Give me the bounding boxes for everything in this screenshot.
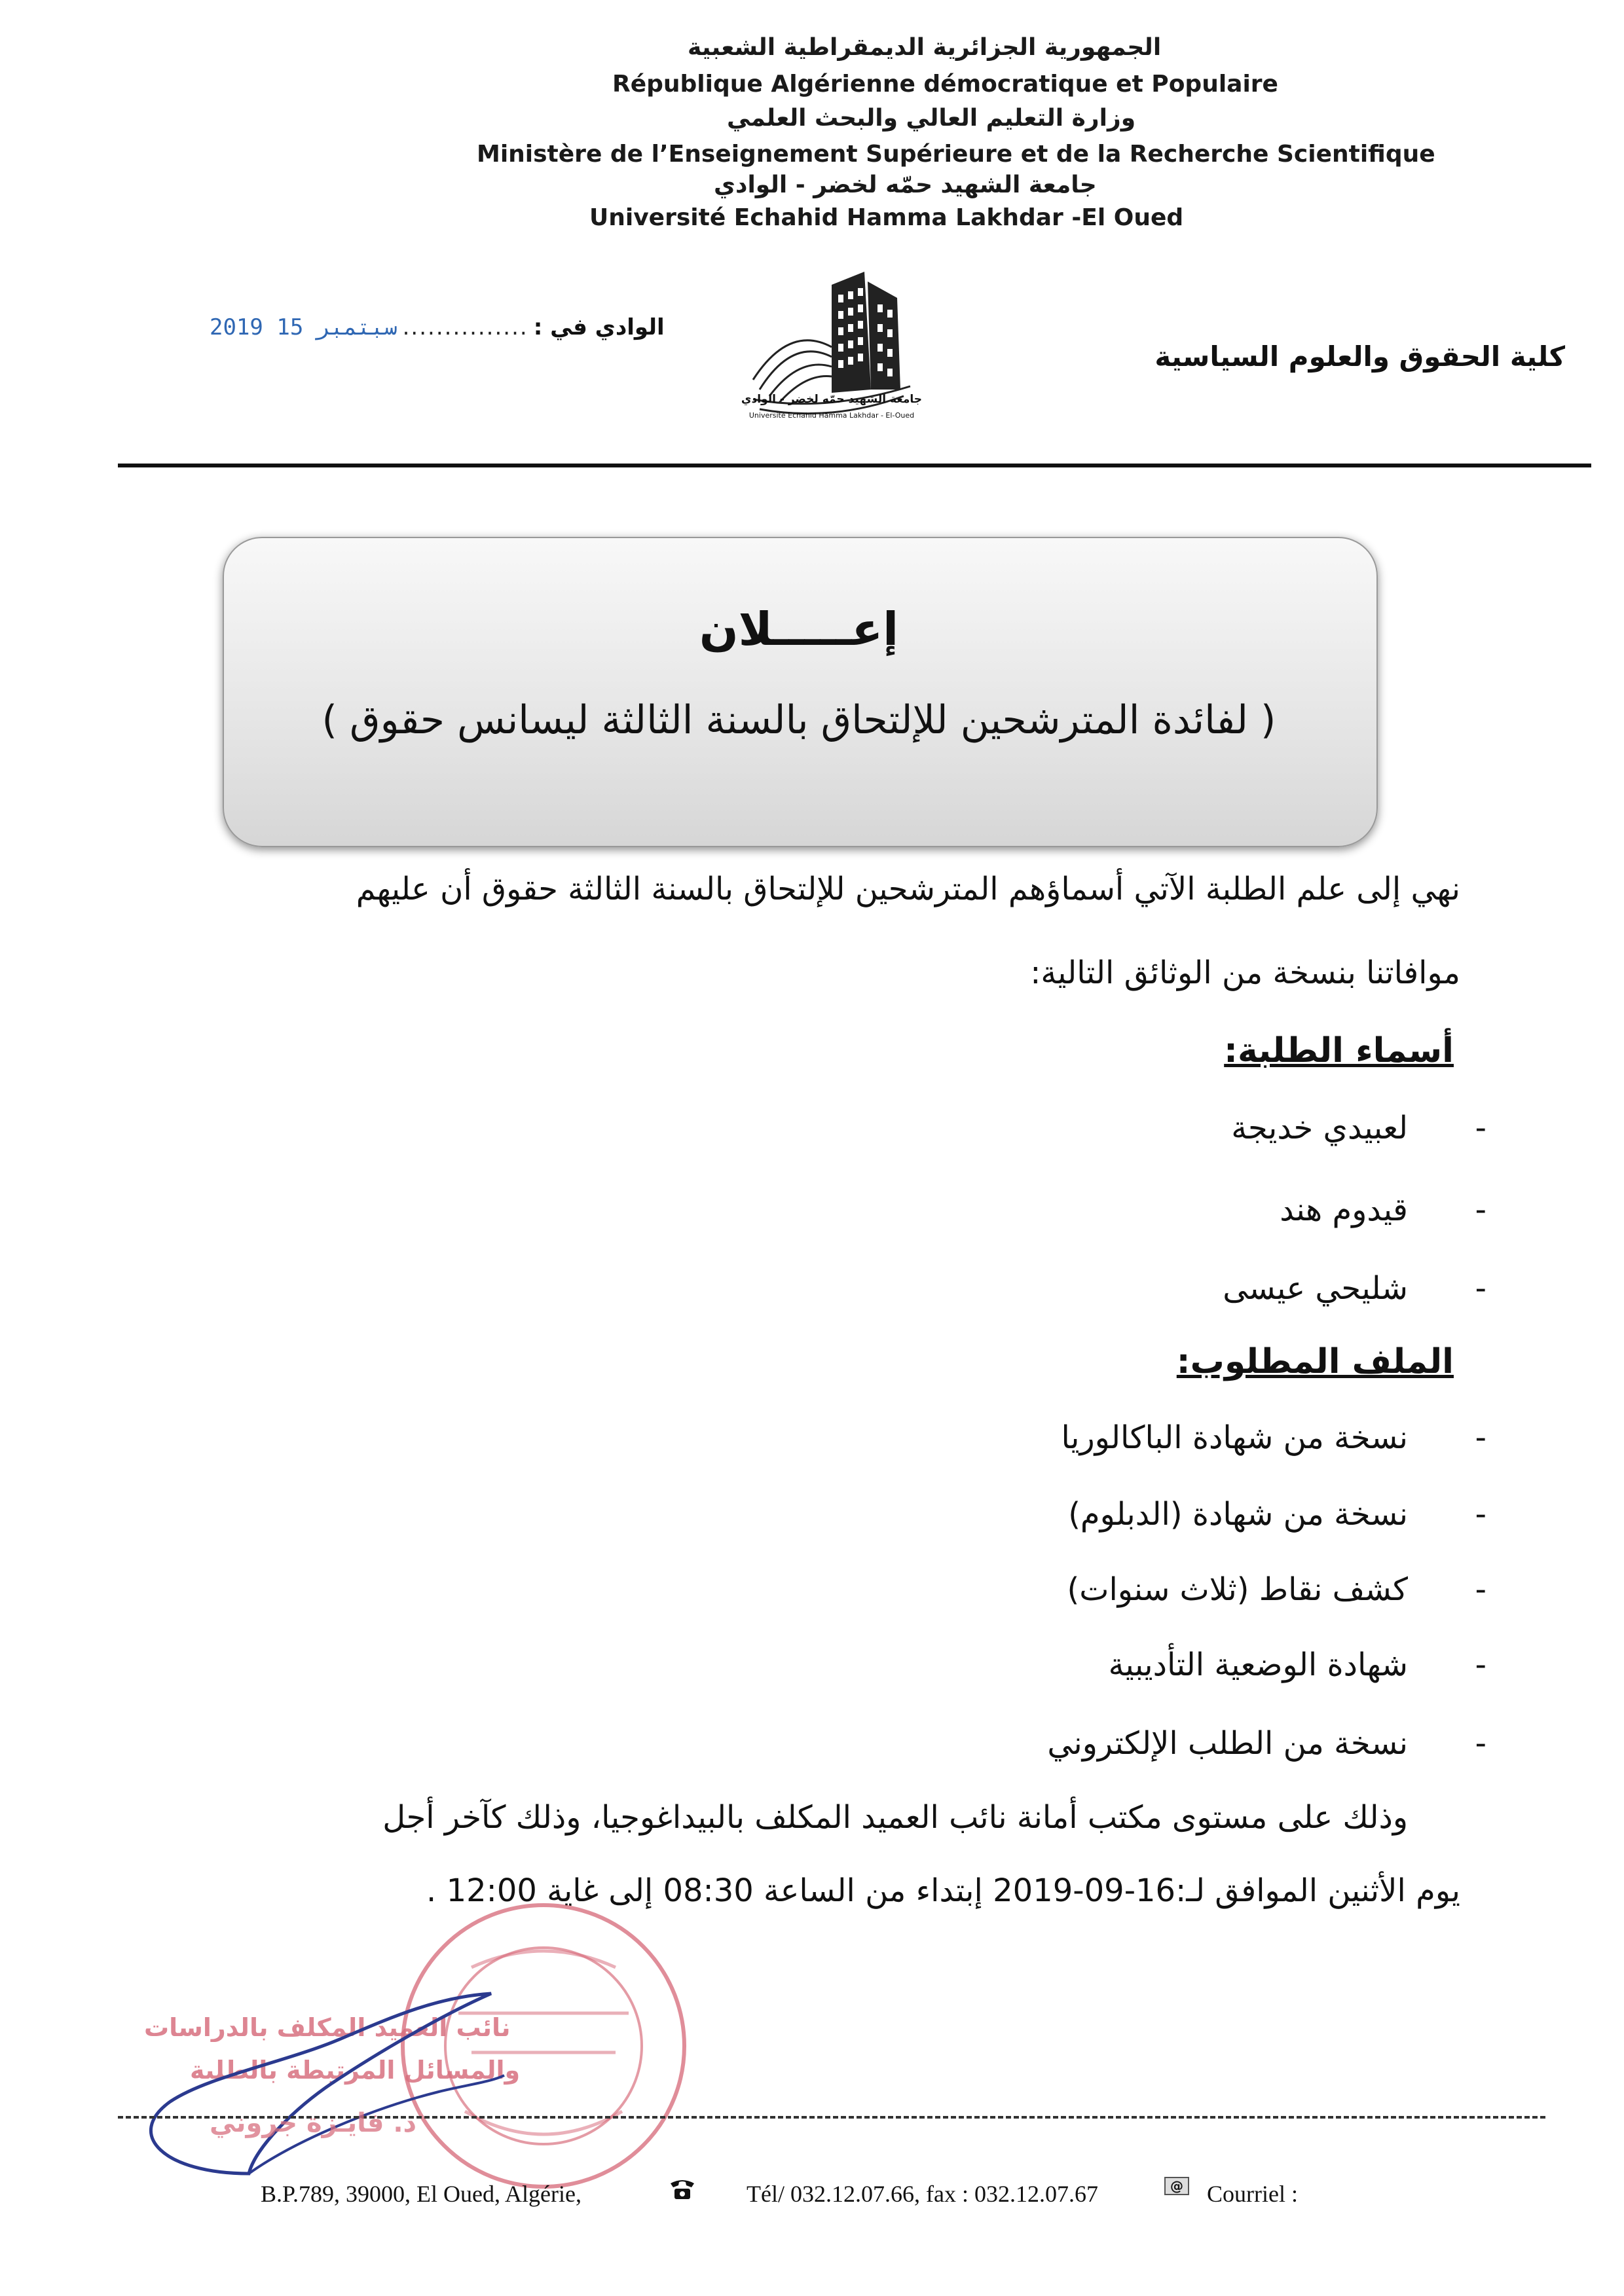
document-item: - نسخة من شهادة (الدبلوم) [1068,1496,1408,1533]
students-title: أسماء الطلبة: [1224,1031,1454,1070]
announcement-box [223,537,1378,847]
university-logo [733,259,930,435]
student-item: - لعبيدي خديجة [1231,1110,1408,1146]
faculty-name: كلية الحقوق والعلوم السياسية [1154,340,1565,373]
letterhead-ministry-fr: Ministère de l’Enseignement Supérieure et de la Recherche Scientifique [477,141,1435,168]
announcement-subtitle: ( لفائدة المترشحين للإلتحاق بالسنة الثالثة ليسانس حقوق ) [322,697,1276,743]
footer-email-label: Courriel : [1207,2181,1298,2207]
handwritten-signature [98,1977,622,2187]
signature-title-line-2: والمسائل المرتبطة بالطلبة [190,2056,521,2085]
date-label: الوادي في : [533,314,665,340]
letterhead-ministry-ar: وزارة التعليم العالي والبحث العلمي [727,105,1136,132]
document-item: - نسخة من شهادة الباكالوريا [1061,1419,1408,1456]
intro-line-1: نهي إلى علم الطلبة الآتي أسماؤهم المترشحين للإلتحاق بالسنة الثالثة حقوق أن عليهم [356,871,1460,907]
student-item: - شليحي عيسى [1223,1270,1408,1307]
document-item: - كشف نقاط (ثلاث سنوات) [1067,1571,1408,1608]
date-stamp: 2019 سبتمبر 15 [210,314,397,340]
letterhead-university-fr: Université Echahid Hamma Lakhdar -El Oued [589,204,1184,231]
student-item: - قيدوم هند [1280,1192,1408,1228]
logo-caption-fr: Université Echahid Hamma Lakhdar - El-Oued [748,411,915,420]
header-divider [118,464,1591,467]
letterhead-university-ar: جامعة الشهيد حمّه لخضر - الوادي [714,172,1097,198]
footer-phone-fax: Tél/ 032.12.07.66, fax : 032.12.07.67 [747,2181,1098,2207]
letterhead-republic-fr: République Algérienne démocratique et Populaire [612,71,1278,98]
signature-title-line-1: نائب العميد المكلف بالدراسات [144,2013,511,2042]
documents-title: الملف المطلوب: [1176,1342,1454,1381]
closing-line-2: يوم الأثنين الموافق لـ:16-09-2019 إبتداء من الساعة 08:30 إلى غاية 12:00 . [426,1872,1460,1909]
footer-address: B.P.789, 39000, El Oued, Algérie, [261,2181,581,2207]
closing-line-1: وذلك على مستوى مكتب أمانة نائب العميد المكلف بالبيداغوجيا، وذلك كآخر أجل [382,1799,1408,1836]
date-dots: ............... [402,314,528,340]
email-icon [1162,2172,1191,2197]
logo-caption-ar: جامعة الشهيد حمّه لخضر - الوادي [741,393,923,406]
announcement-title: إعـــــلان [699,602,899,656]
document-item: - نسخة من الطلب الإلكتروني [1047,1725,1408,1762]
document-item: - شهادة الوضعية التأديبية [1109,1647,1408,1683]
intro-line-2: موافاتنا بنسخة من الوثائق التالية: [1030,955,1460,991]
phone-icon [668,2177,697,2202]
signer-name: د. فايـزة جروني [210,2108,417,2138]
date-line [210,314,665,340]
svg-text:@: @ [1170,2178,1183,2194]
letterhead-republic-ar: الجمهورية الجزائرية الديمقراطية الشعبية [688,34,1162,61]
